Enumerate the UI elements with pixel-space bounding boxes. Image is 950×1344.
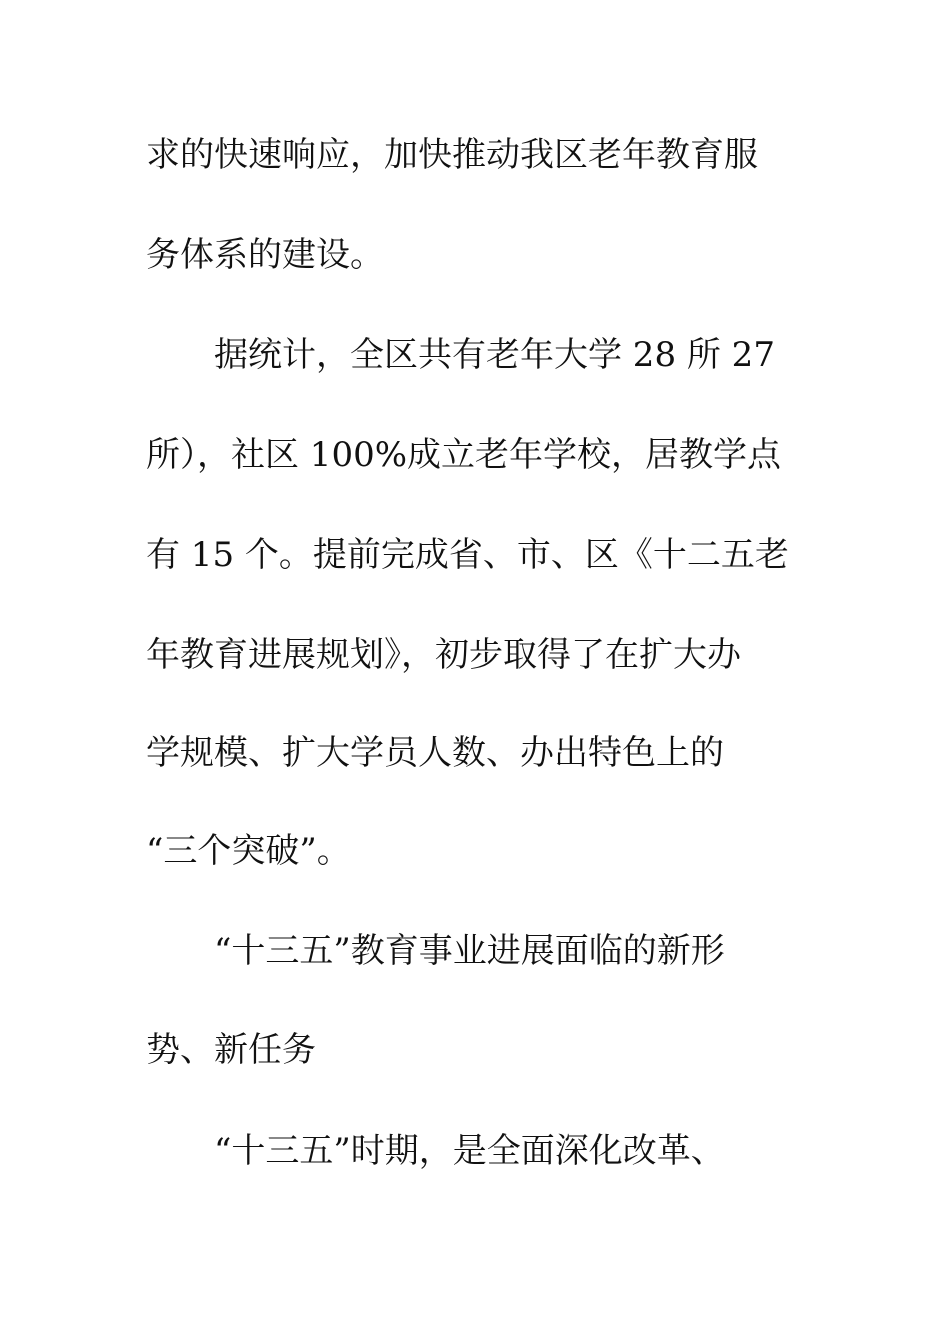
text-line-6: 年教育进展规划》，初步取得了在扩大办 <box>146 635 741 675</box>
text-line-2: 务体系的建设。 <box>146 235 384 275</box>
text-line-8: “三个突破”。 <box>146 831 351 871</box>
text-line-7: 学规模、扩大学员人数、办出特色上的 <box>146 733 724 773</box>
text-line-11: “十三五”时期，是全面深化改革、 <box>214 1131 725 1171</box>
text-line-4: 所），社区 100%成立老年学校，居教学点 <box>146 435 782 475</box>
text-line-3: 据统计，全区共有老年大学 28 所 27 <box>214 335 775 375</box>
text-line-5: 有 15 个。提前完成省、市、区《十二五老 <box>146 535 789 575</box>
section-heading-line-2: 势、新任务 <box>146 1030 316 1070</box>
section-heading-line-1: “十三五”教育事业进展面临的新形 <box>214 931 725 971</box>
text-line-1: 求的快速响应，加快推动我区老年教育服 <box>146 135 758 175</box>
